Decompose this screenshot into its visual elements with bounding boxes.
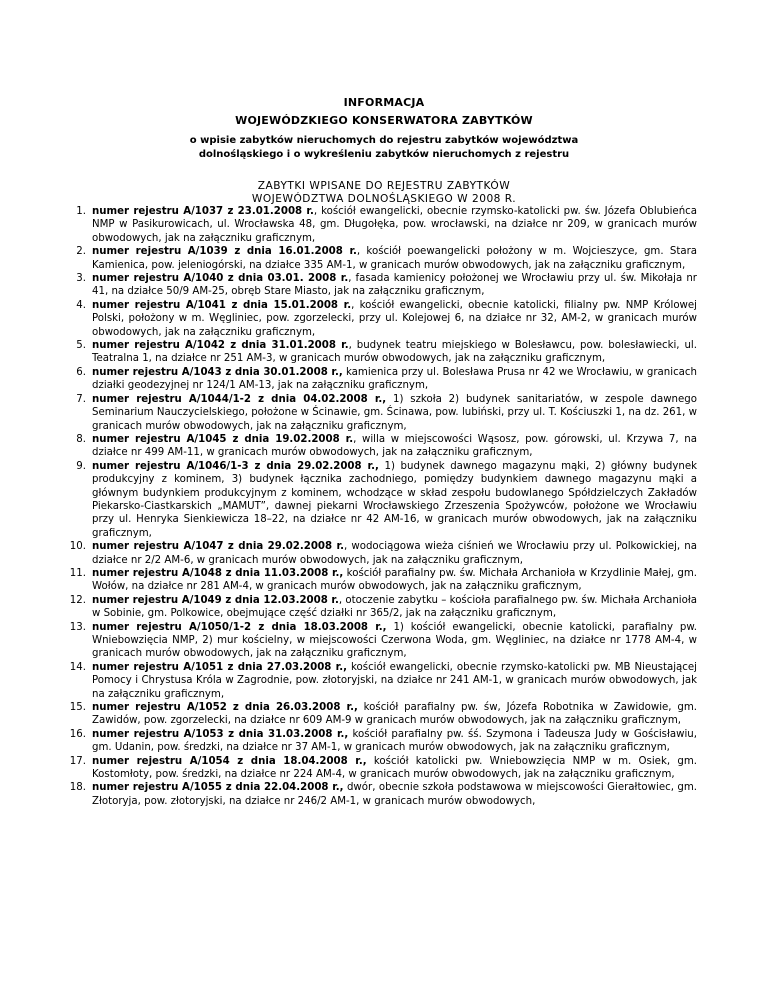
registry-number: numer rejestru A/1055 z dnia 22.04.2008 r., bbox=[92, 782, 344, 794]
list-item bbox=[0, 661, 697, 701]
registry-description: kościół parafialny pw. św, Józefa Robotnika w Zawidowie, gm. Zawidów, pow. zgorzelecki, na działce nr 609 AM-9 w granicach murów obwodowych, jak na załączniku graficznym, bbox=[92, 702, 697, 727]
registry-number: numer rejestru A/1053 z dnia 31.03.2008 r., bbox=[92, 728, 349, 740]
registry-description: , budynek teatru miejskiego w Bolesławcu, pow. bolesławiecki, ul. Teatralna 1, na działce nr 251 AM-3, w granicach murów obwodowych, jak na załączniku graficznym, bbox=[92, 340, 697, 365]
list-item-number: 11. bbox=[69, 567, 86, 579]
registry-number: numer rejestru A/1049 z dnia 12.03.2008 r. bbox=[92, 594, 339, 606]
registry-number: numer rejestru A/1051 z dnia 27.03.2008 r., bbox=[92, 661, 347, 673]
list-item-number: 18. bbox=[69, 782, 86, 794]
registry-number: numer rejestru A/1044/1-2 z dnia 04.02.2008 r., bbox=[92, 393, 387, 405]
registry-number: numer rejestru A/1037 z 23.01.2008 r. bbox=[92, 206, 314, 217]
list-item bbox=[0, 339, 697, 366]
list-item bbox=[0, 728, 697, 755]
section-heading-line-2: WOJEWÓDZTWA DOLNOŚLĄSKIEGO W 2008 R. bbox=[251, 192, 517, 205]
list-item bbox=[0, 567, 697, 594]
list-item-number: 5. bbox=[76, 340, 86, 352]
document-subtitle bbox=[150, 134, 618, 162]
list-item-number: 4. bbox=[76, 299, 86, 311]
list-item-number: 16. bbox=[69, 728, 86, 740]
registry-description: , willa w miejscowości Wąsosz, pow. górowski, ul. Krzywa 7, na działce nr 499 AM-11, w granicach murów obwodowych, jak na załączniku graficznym, bbox=[92, 433, 697, 459]
list-item-number: 7. bbox=[76, 393, 86, 405]
registry-description: , kościół poewangelicki położony w m. Wojcieszyce, gm. Stara Kamienica, pow. jeleniogórski, na działce 335 AM-1, w granicach murów obwodowych, jak na załączniku graficznym, bbox=[92, 246, 697, 271]
document-title-authority: WOJEWÓDZKIEGO KONSERWATORA ZABYTKÓW bbox=[235, 114, 533, 127]
document-title: INFORMACJA bbox=[343, 96, 425, 109]
list-item-number: 3. bbox=[76, 273, 86, 285]
registry-number: numer rejestru A/1045 z dnia 19.02.2008 r. bbox=[92, 433, 354, 445]
list-item-number: 6. bbox=[76, 366, 86, 378]
list-item bbox=[0, 621, 697, 661]
list-item-number: 15. bbox=[69, 702, 86, 714]
registry-description: , kościół ewangelicki, obecnie rzymsko-katolicki pw. św. Józefa Oblubieńca NMP w Pasikurowicach, ul. Wrocławska 48, gm. Długołęka, pow. wrocławski, na działce nr 209, w granicach murów obwodowych, jak na załączniku graficznym, bbox=[92, 206, 697, 244]
list-item bbox=[0, 460, 697, 540]
subtitle-line-2: dolnośląskiego i o wykreśleniu zabytków nieruchomych z rejestru bbox=[198, 149, 570, 160]
registry-number: numer rejestru A/1041 z dnia 15.01.2008 r. bbox=[92, 299, 352, 311]
list-item bbox=[0, 701, 697, 728]
registry-description: , wodociągowa wieża ciśnień we Wrocławiu przy ul. Polkowickiej, na działce nr 2/2 AM-6, w granicach murów obwodowych, jak na załączniku graficznym, bbox=[92, 541, 697, 566]
registry-number: numer rejestru A/1050/1-2 z dnia 18.03.2008 r., bbox=[92, 621, 387, 633]
section-heading bbox=[0, 180, 768, 205]
registry-description: kościół katolicki pw. Wniebowzięcia NMP w m. Osiek, gm. Kostomłoty, pow. średzki, na działce nr 224 AM-4, w granicach murów obwodowych, jak na załączniku graficznym, bbox=[92, 755, 697, 781]
list-item bbox=[0, 393, 697, 433]
registry-description: kamienica przy ul. Bolesława Prusa nr 42 we Wrocławiu, w granicach działki geodezyjnej nr 124/1 AM-13, jak na załączniku graficznym, bbox=[92, 366, 697, 392]
list-item bbox=[0, 299, 697, 339]
registry-description: kościół ewangelicki, obecnie rzymsko-katolicki pw. MB Nieustającej Pomocy i Chrystusa Króla w Zagrodnie, pow. złotoryjski, na działce nr 241 AM-1, w granicach murów obwodowych, jak na załączniku graficznym, bbox=[92, 661, 697, 700]
list-item-number: 14. bbox=[69, 661, 86, 673]
registry-number: numer rejestru A/1043 z dnia 30.01.2008 r., bbox=[92, 366, 343, 378]
list-item-number: 10. bbox=[69, 541, 86, 553]
registry-description: 1) kościół ewangelicki, obecnie katolicki, parafialny pw. Wniebowzięcia NMP, 2) mur kościelny, w miejscowości Czerwona Woda, gm. Węgliniec, na działce nr 1778 AM-4, w granicach murów obwodowych, jak na załączniku graficznym, bbox=[92, 621, 697, 660]
registry-description: , otoczenie zabytku – kościoła parafialnego pw. św. Michała Archanioła w Sobinie, gm. Polkowice, obejmujące część działki nr 365/2, jak na załączniku graficznym, bbox=[92, 594, 697, 620]
list-item bbox=[0, 781, 697, 808]
registry-number: numer rejestru A/1052 z dnia 26.03.2008 r., bbox=[92, 702, 358, 714]
list-item bbox=[0, 540, 697, 567]
section-heading-line-1: ZABYTKI WPISANE DO REJESTRU ZABYTKÓW bbox=[257, 180, 511, 192]
registry-description: 1) budynek dawnego magazynu mąki, 2) główny budynek produkcyjny z kominem, 3) budynek łącznika zachodniego, pomiędzy budynkiem dawnego magazynu mąki a głównym budynkiem produkcyjnym z kominem, wchodzące w skład zespołu budowlanego Spółdzielczych Zakładów Piekarsko-Ciastkarskich „MAMUT”, dawnej piekarni Wrocławskiego Zrzeszenia Spożywców, położone we Wrocławiu przy ul. Henryka Sienkiewicza 18–22, na działce nr 42 AM-16, w granicach murów obwodowych, jak na załączniku graficznym, bbox=[92, 460, 697, 539]
registry-number: numer rejestru A/1040 z dnia 03.01. 2008 r. bbox=[92, 273, 349, 285]
list-item bbox=[0, 433, 697, 460]
registry-description: 1) szkoła 2) budynek sanitariatów, w zespole dawnego Seminarium Nauczycielskiego, położone w Ścinawie, gm. Ścinawa, pow. lubiński, przy ul. T. Kościuszki 1, na dz. 261, w granicach murów obwodowych, jak na załączniku graficznym, bbox=[92, 393, 697, 432]
registry-list bbox=[0, 205, 697, 808]
list-item-number: 8. bbox=[76, 433, 86, 445]
registry-description: , kościół ewangelicki, obecnie katolicki, filialny pw. NMP Królowej Polski, położony w m. Węgliniec, pow. zgorzelecki, przy ul. Kolejowej 6, na działce nr 32, AM-2, w granicach murów obwodowych, jak na załączniku graficznym, bbox=[92, 299, 697, 338]
list-item bbox=[0, 366, 697, 393]
registry-number: numer rejestru A/1048 z dnia 11.03.2008 r., bbox=[92, 567, 344, 579]
list-item-number: 1. bbox=[76, 206, 86, 217]
list-item-number: 12. bbox=[69, 594, 86, 606]
registry-number: numer rejestru A/1047 z dnia 29.02.2008 r. bbox=[92, 541, 344, 553]
subtitle-line-1: o wpisie zabytków nieruchomych do rejestru zabytków województwa bbox=[189, 135, 579, 146]
list-item bbox=[0, 245, 697, 272]
list-item bbox=[0, 272, 697, 299]
registry-number: numer rejestru A/1042 z dnia 31.01.2008 r. bbox=[92, 340, 349, 352]
list-item-number: 13. bbox=[69, 621, 86, 633]
registry-description: kościół parafialny pw. św. Michała Archanioła w Krzydlinie Małej, gm. Wołów, na działce nr 281 AM-4, w granicach murów obwodowych, jak na załączniku graficznym, bbox=[92, 567, 697, 593]
list-item-number: 9. bbox=[76, 460, 86, 472]
list-item-number: 17. bbox=[69, 755, 86, 767]
list-item bbox=[0, 755, 697, 782]
registry-description: dwór, obecnie szkoła podstawowa w miejscowości Gierałtowiec, gm. Złotoryja, pow. złotoryjski, na działce nr 246/2 AM-1, w granicach murów obwodowych, bbox=[92, 782, 697, 807]
registry-description: , fasada kamienicy położonej we Wrocławiu przy ul. św. Mikołaja nr 41, na działce 50/9 AM-25, obręb Stare Miasto, jak na załączniku graficznym, bbox=[92, 273, 697, 298]
registry-description: kościół parafialny pw. śś. Szymona i Tadeusza Judy w Gościsławiu, gm. Udanin, pow. średzki, na działce nr 37 AM-1, w granicach murów obwodowych, jak na załączniku graficznym, bbox=[92, 728, 697, 754]
registry-number: numer rejestru A/1054 z dnia 18.04.2008 r., bbox=[92, 755, 367, 767]
list-item bbox=[0, 205, 697, 245]
registry-number: numer rejestru A/1046/1-3 z dnia 29.02.2008 r., bbox=[92, 460, 379, 472]
list-item bbox=[0, 594, 697, 621]
list-item-number: 2. bbox=[76, 246, 86, 258]
registry-number: numer rejestru A/1039 z dnia 16.01.2008 r. bbox=[92, 246, 357, 258]
